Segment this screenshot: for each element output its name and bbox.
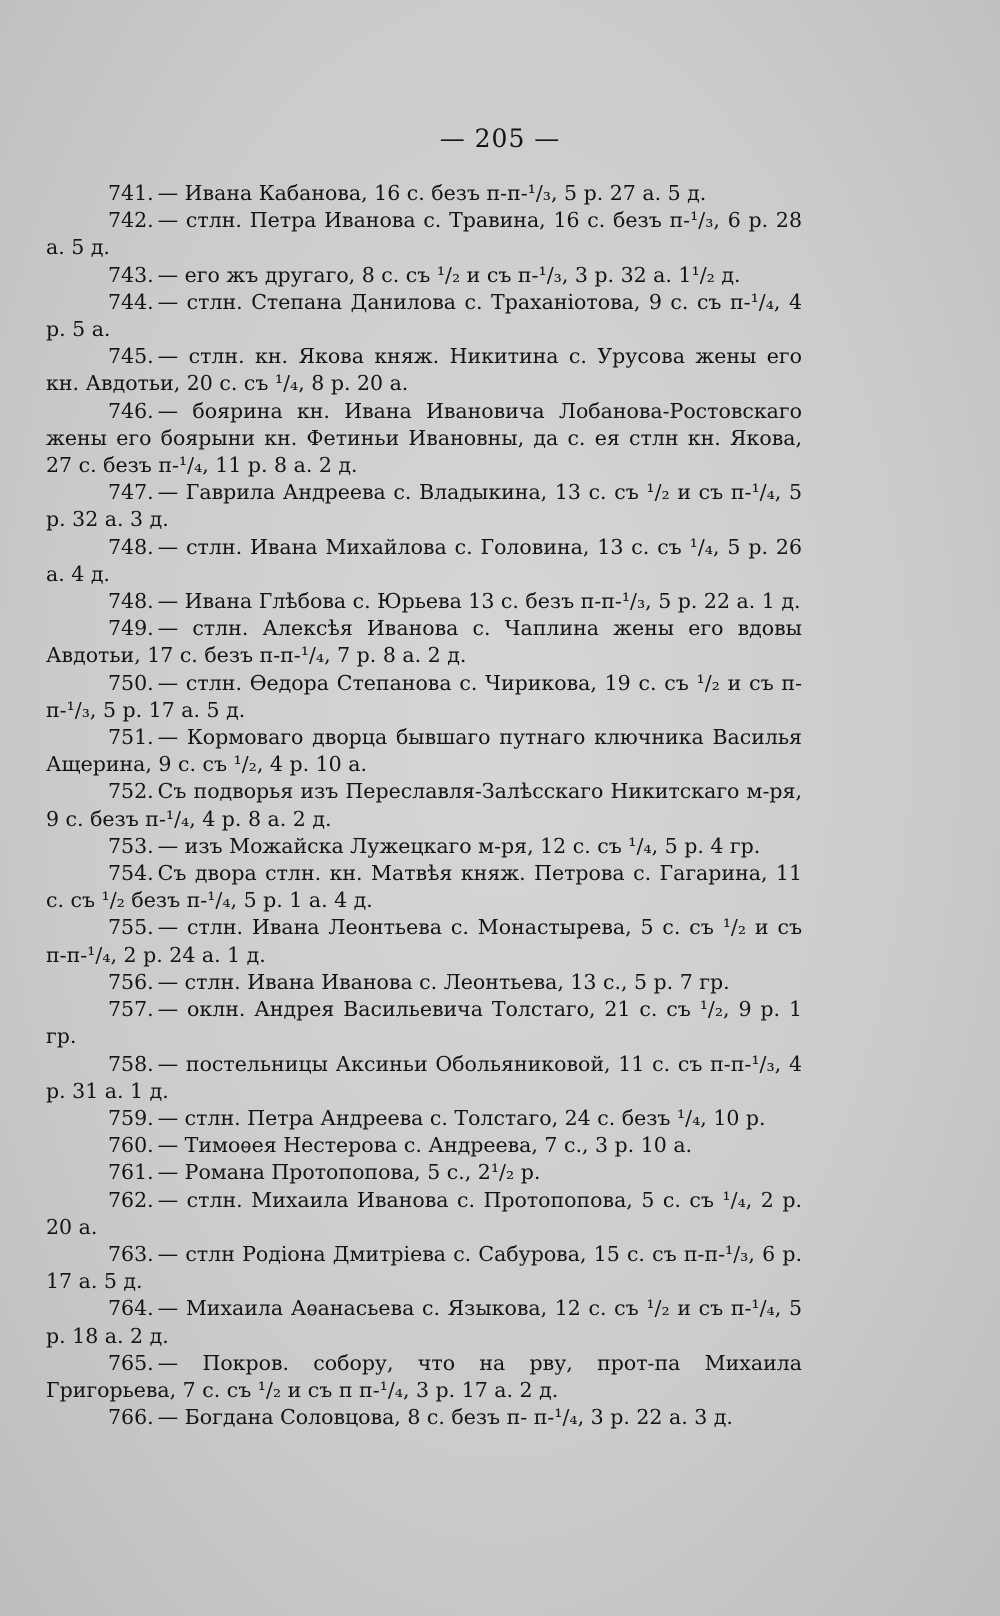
entry-text: — его жъ другаго, 8 с. съ ¹/₂ и съ п-¹/₃, 3 р. 32 а. 1¹/₂ д.: [157, 262, 741, 287]
entry-number: 763.: [108, 1241, 154, 1266]
entry-item: [46, 1051, 802, 1105]
entry-number: 758.: [108, 1051, 154, 1076]
entry-number: 754.: [108, 861, 154, 886]
entry-number: 753.: [108, 833, 154, 858]
entry-item: [46, 479, 802, 533]
entry-number: 745.: [108, 344, 154, 369]
entry-item: [46, 833, 802, 860]
entry-number: 760.: [108, 1133, 154, 1158]
entry-text: — стлн. Михаила Иванова с. Протопопова, 5 с. съ ¹/₄, 2 р. 20 а.: [46, 1187, 802, 1239]
entry-number: 764.: [108, 1296, 154, 1321]
entry-item: [46, 670, 802, 724]
entry-number: 756.: [108, 969, 154, 994]
entry-text: — Ивана Кабанова, 16 с. безъ п-п-¹/₃, 5 р. 27 а. 5 д.: [157, 181, 707, 205]
entry-item: [46, 1350, 802, 1404]
entry-text: — боярина кн. Ивана Ивановича Лобанова-Ростовскаго жены его боярыни кн. Фетиньи Ивановны, да с. ея стлн кн. Якова, 27 с. безъ п-¹/₄, 11 р. 8 а. 2 д.: [46, 398, 802, 478]
entry-number: 751.: [108, 725, 154, 750]
entry-item: [46, 289, 802, 343]
entry-item: [46, 996, 802, 1050]
entry-text: — стлн. Алексѣя Иванова с. Чаплина жены его вдовы Авдотьи, 17 с. безъ п-п-¹/₄, 7 р. 8 а. 2 д.: [46, 616, 802, 668]
entry-text: — Гаврила Андреева с. Владыкина, 13 с. съ ¹/₂ и съ п-¹/₄, 5 р. 32 а. 3 д.: [46, 480, 802, 532]
entry-number: 746.: [108, 398, 154, 423]
entry-number: 748.: [108, 534, 154, 559]
entry-item: [46, 262, 802, 289]
entry-item: [46, 343, 802, 397]
entry-number: 741.: [108, 181, 154, 205]
entry-text: — Тимоѳея Нестерова с. Андреева, 7 с., 3 р. 10 а.: [157, 1133, 693, 1158]
entry-item: [46, 1404, 802, 1431]
entry-text: — стлн. Петра Андреева с. Толстаго, 24 с. безъ ¹/₄, 10 р.: [157, 1105, 766, 1130]
entry-number: 748.: [108, 589, 154, 614]
entry-number: 744.: [108, 289, 154, 314]
entry-text: — постельницы Аксиньи Обольяниковой, 11 с. съ п-п-¹/₃, 4 р. 31 а. 1 д.: [46, 1051, 802, 1103]
entries-list: [46, 180, 802, 1431]
entry-number: 755.: [108, 915, 154, 940]
entry-text: — стлн. Ѳедора Степанова с. Чирикова, 19 с. съ ¹/₂ и съ п-п-¹/₃, 5 р. 17 а. 5 д.: [46, 670, 802, 722]
entry-item: [46, 969, 802, 996]
entry-item: [46, 1105, 802, 1132]
entry-item: [46, 778, 802, 832]
entry-item: [46, 615, 802, 669]
entry-number: 752.: [108, 779, 154, 804]
entry-number: 766.: [108, 1405, 154, 1430]
entry-text: — стлн. кн. Якова княж. Никитина с. Урусова жены его кн. Авдотьи, 20 с. съ ¹/₄, 8 р. 20 а.: [46, 344, 802, 396]
entry-item: [46, 588, 802, 615]
entry-item: [46, 1159, 802, 1186]
entry-text: — изъ Можайска Лужецкаго м-ря, 12 с. съ ¹/₄, 5 р. 4 гр.: [157, 833, 761, 858]
entry-item: [46, 860, 802, 914]
entry-text: — стлн. Ивана Михайлова с. Головина, 13 с. съ ¹/₄, 5 р. 26 а. 4 д.: [46, 534, 802, 586]
entry-text: Съ подворья изъ Переславля-Залѣсскаго Никитскаго м-ря, 9 с. безъ п-¹/₄, 4 р. 8 а. 2 д.: [46, 779, 802, 831]
entry-item: [46, 914, 802, 968]
entry-number: 765.: [108, 1350, 154, 1375]
page-number: — 205 —: [439, 124, 561, 153]
entry-text: — стлн. Ивана Иванова с. Леонтьева, 13 с., 5 р. 7 гр.: [157, 969, 730, 994]
entry-text: — Покров. собору, что на рву, прот-па Михаила Григорьева, 7 с. съ ¹/₂ и съ п п-¹/₄, 3 р. 17 а. 2 д.: [46, 1350, 802, 1402]
entry-number: 747.: [108, 480, 154, 505]
entry-text: — стлн. Петра Иванова с. Травина, 16 с. безъ п-¹/₃, 6 р. 28 а. 5 д.: [46, 208, 802, 260]
entry-item: [46, 398, 802, 480]
entry-text: — Михаила Аѳанасьева с. Языкова, 12 с. съ ¹/₂ и съ п-¹/₄, 5 р. 18 а. 2 д.: [46, 1296, 802, 1348]
entry-number: 743.: [108, 262, 154, 287]
entry-item: [46, 1241, 802, 1295]
entry-text: — стлн. Ивана Леонтьева с. Монастырева, 5 с. съ ¹/₂ и съ п-п-¹/₄, 2 р. 24 а. 1 д.: [46, 915, 802, 967]
entry-number: 742.: [108, 208, 154, 233]
entry-item: [46, 180, 802, 207]
entry-number: 750.: [108, 670, 154, 695]
entry-text: — Богдана Соловцова, 8 с. безъ п- п-¹/₄, 3 р. 22 а. 3 д.: [157, 1405, 733, 1430]
entry-number: 749.: [108, 616, 154, 641]
entry-item: [46, 1132, 802, 1159]
entry-number: 759.: [108, 1105, 154, 1130]
entry-text: — Ивана Глѣбова с. Юрьева 13 с. безъ п-п-¹/₃, 5 р. 22 а. 1 д.: [157, 589, 801, 614]
entry-item: [46, 207, 802, 261]
entry-number: 761.: [108, 1160, 154, 1185]
entry-text: — Романа Протопопова, 5 с., 2¹/₂ р.: [157, 1160, 541, 1185]
entry-item: [46, 1187, 802, 1241]
entry-text: Съ двора стлн. кн. Матвѣя княж. Петрова с. Гагарина, 11 с. съ ¹/₂ безъ п-¹/₄, 5 р. 1 а. 4 д.: [46, 861, 802, 913]
entry-number: 757.: [108, 997, 154, 1022]
entry-item: [46, 1295, 802, 1349]
entry-text: — стлн. Степана Данилова с. Траханiотова, 9 с. съ п-¹/₄, 4 р. 5 а.: [46, 289, 802, 342]
entry-item: [46, 724, 802, 778]
entry-number: 762.: [108, 1187, 154, 1212]
entry-text: — Кормоваго дворца бывшаго путнаго ключника Василья Ащерина, 9 с. съ ¹/₂, 4 р. 10 а.: [46, 725, 802, 777]
entry-text: — оклн. Андрея Васильевича Толстаго, 21 с. съ ¹/₂, 9 р. 1 гр.: [46, 997, 802, 1049]
entry-text: — стлн Родiона Дмитрiева с. Сабурова, 15 с. съ п-п-¹/₃, 6 р. 17 а. 5 д.: [46, 1241, 802, 1294]
entry-item: [46, 534, 802, 588]
